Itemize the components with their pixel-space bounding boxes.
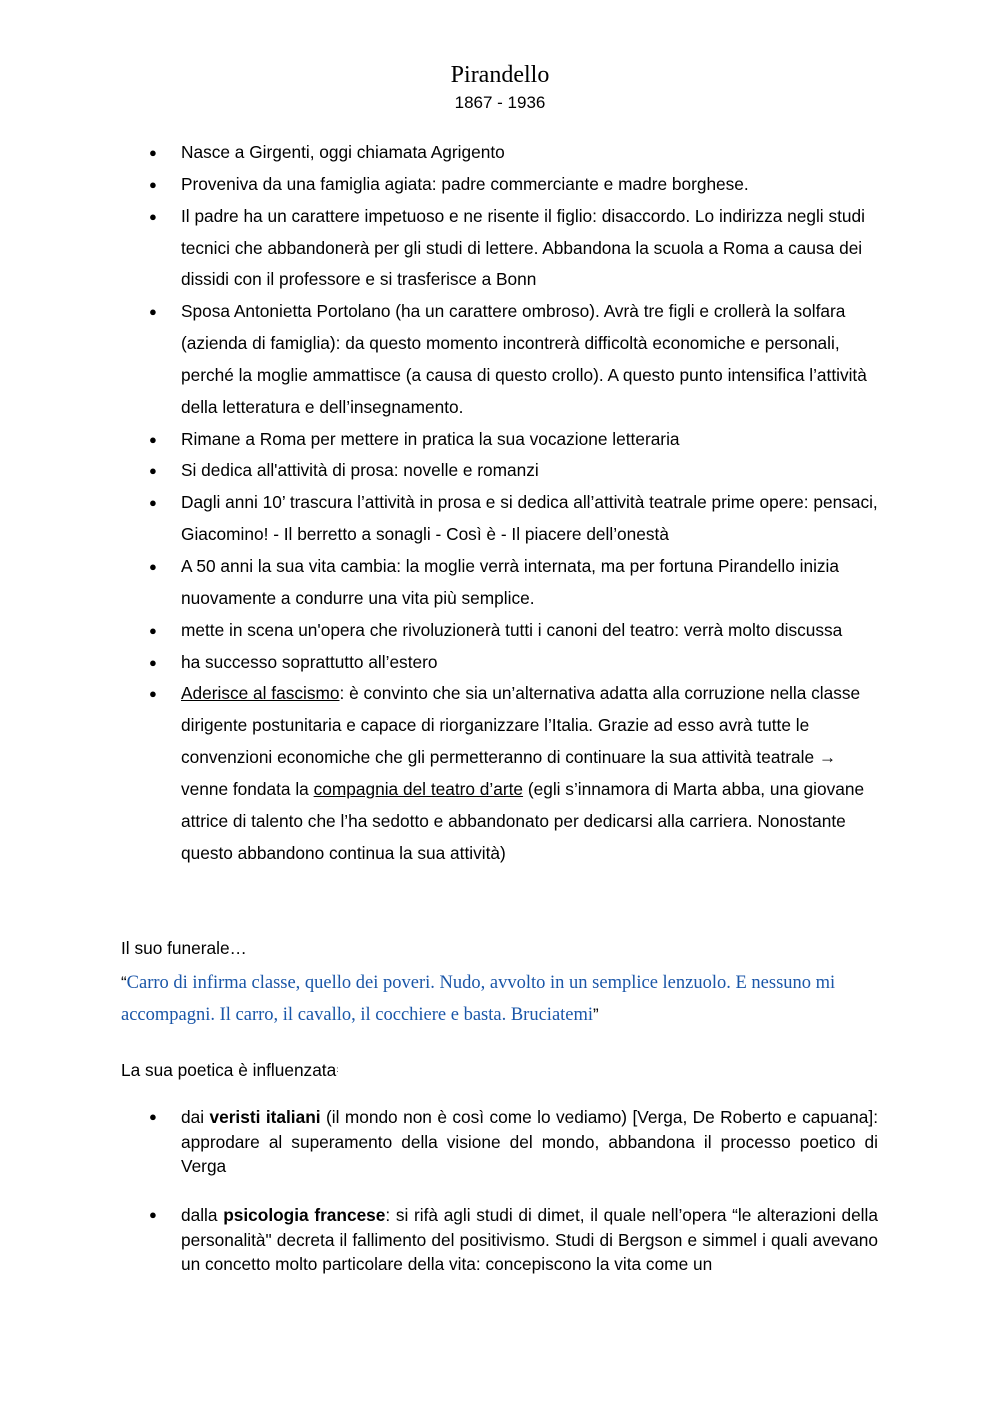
funeral-quote bbox=[121, 967, 881, 1031]
bullet-icon: ● bbox=[149, 1109, 157, 1124]
bullet-icon: ● bbox=[149, 145, 157, 160]
influence-text: dalla bbox=[181, 1205, 224, 1225]
list-item bbox=[0, 678, 881, 869]
bullet-icon: ● bbox=[149, 654, 157, 670]
list-item bbox=[0, 455, 881, 487]
influence-item-veristi bbox=[149, 1105, 878, 1179]
list-item-text: (egli s’innamora di Marta abba, una giovane attrice di talento che l’ha sedotto e abbandonato per dedicarsi alla carriera. Nonostante questo abbandono continua la sua attività) bbox=[181, 778, 865, 863]
poetics-heading-text: La sua poetica è influenzata bbox=[121, 1060, 337, 1080]
influence-bold-term: psicologia francese bbox=[223, 1205, 386, 1225]
bullet-icon: ● bbox=[149, 208, 157, 224]
bullet-icon: ● bbox=[149, 176, 157, 192]
list-item-text: A 50 anni la sua vita cambia: la moglie verrà internata, ma per fortuna Pirandello inizia nuovamente a condurre una vita più semplice. bbox=[181, 555, 840, 608]
list-item-text: : è convinto che sia un’alternativa adatta alla corruzione nella classe dirigente postunitaria e capace di riorganizzare l’Italia. Grazie ad esso avrà tutte le convenzioni economiche che gli permetteranno di continuare la sua attività teatrale → venne fondata la bbox=[181, 683, 861, 799]
list-item-text: Il padre ha un carattere impetuoso e ne risente il figlio: disaccordo. Lo indirizza negli studi tecnici che abbandonerà per gli studi di lettere. Abbandona la scuola a Roma a causa dei dissidi con il professore e si trasferisce a Bonn bbox=[181, 205, 865, 290]
bullet-icon: ● bbox=[149, 304, 157, 320]
influence-text: dai bbox=[181, 1107, 210, 1127]
list-item bbox=[0, 551, 881, 615]
list-item bbox=[0, 424, 881, 456]
list-item bbox=[0, 647, 881, 679]
funeral-heading: Il suo funerale… bbox=[121, 938, 247, 958]
bullet-icon: ● bbox=[149, 431, 157, 447]
quote-text: Carro di infirma classe, quello dei poveri. Nudo, avvolto in un semplice lenzuolo. E nessuno mi accompagni. Il carro, il cavallo, il cocchiere e basta. Bruciatemi bbox=[121, 973, 836, 1025]
list-item-text: Rimane a Roma per mettere in pratica la sua vocazione letteraria bbox=[181, 428, 680, 449]
list-item-text: Nasce a Girgenti, oggi chiamata Agrigento bbox=[181, 142, 505, 162]
influence-item-psicologia bbox=[149, 1203, 878, 1277]
bullet-icon: ● bbox=[149, 463, 157, 479]
close-quote-mark: ” bbox=[593, 1005, 599, 1024]
biography-list bbox=[0, 137, 1000, 869]
list-item-text: Sposa Antonietta Portolano (ha un carattere ombroso). Avrà tre figli e crollerà la solfara (azienda di famiglia): da questo momento incontrerà difficoltà economiche e personali, perché la moglie ammattisce (a causa di questo crollo). A questo punto intensifica l’attività della letteratura e dell’insegnamento. bbox=[181, 301, 867, 417]
list-item bbox=[0, 296, 881, 423]
list-item bbox=[0, 169, 881, 201]
theatre-company-underlined-text: compagnia del teatro d’arte bbox=[313, 778, 524, 799]
list-item bbox=[0, 487, 881, 551]
poetics-heading bbox=[121, 1055, 338, 1085]
open-quote-mark: “ bbox=[121, 973, 127, 992]
list-item bbox=[0, 615, 881, 647]
bullet-icon: ● bbox=[149, 686, 157, 702]
list-item-text: Proveniva da una famiglia agiata: padre commerciante e madre borghese. bbox=[181, 173, 749, 194]
bullet-icon: ● bbox=[149, 622, 157, 638]
list-item-text: Si dedica all'attività di prosa: novelle e romanzi bbox=[181, 460, 539, 481]
influence-text: : si rifà agli studi di dimet, il quale nell’opera “le alterazioni della personalità" decreta il fallimento del positivismo. Studi di Bergson e simmel i quali avevano un concetto molto particolare della vita: concepiscono la vita come un bbox=[181, 1205, 878, 1274]
list-item-text: mette in scena un'opera che rivoluzionerà tutti i canoni del teatro: verrà molto discussa bbox=[181, 619, 843, 640]
page-title: Pirandello bbox=[450, 62, 550, 88]
fascism-underlined-text: Aderisce al fascismo bbox=[181, 683, 340, 704]
list-item-text: Dagli anni 10’ trascura l’attività in prosa e si dedica all’attività teatrale prime opere: pensaci, Giacomino! - Il berretto a sonagli - Così è - Il piacere dell’onestà bbox=[181, 492, 878, 545]
list-item bbox=[0, 137, 881, 169]
bullet-icon: ● bbox=[149, 1207, 157, 1222]
influence-bold-term: veristi italiani bbox=[209, 1107, 321, 1127]
bullet-icon: ● bbox=[149, 495, 157, 511]
list-item bbox=[0, 201, 881, 297]
page-subtitle-years: 1867 - 1936 bbox=[454, 93, 546, 112]
influence-text: (il mondo non è così come lo vediamo) [Verga, De Roberto e capuana]: approdare al superamento della visione del mondo, abbandona il processo poetico di Verga bbox=[181, 1107, 878, 1176]
bullet-icon: ● bbox=[149, 558, 157, 574]
list-item-text: ha successo soprattutto all’estero bbox=[181, 651, 438, 672]
poetics-heading-mark: : bbox=[336, 1065, 339, 1074]
